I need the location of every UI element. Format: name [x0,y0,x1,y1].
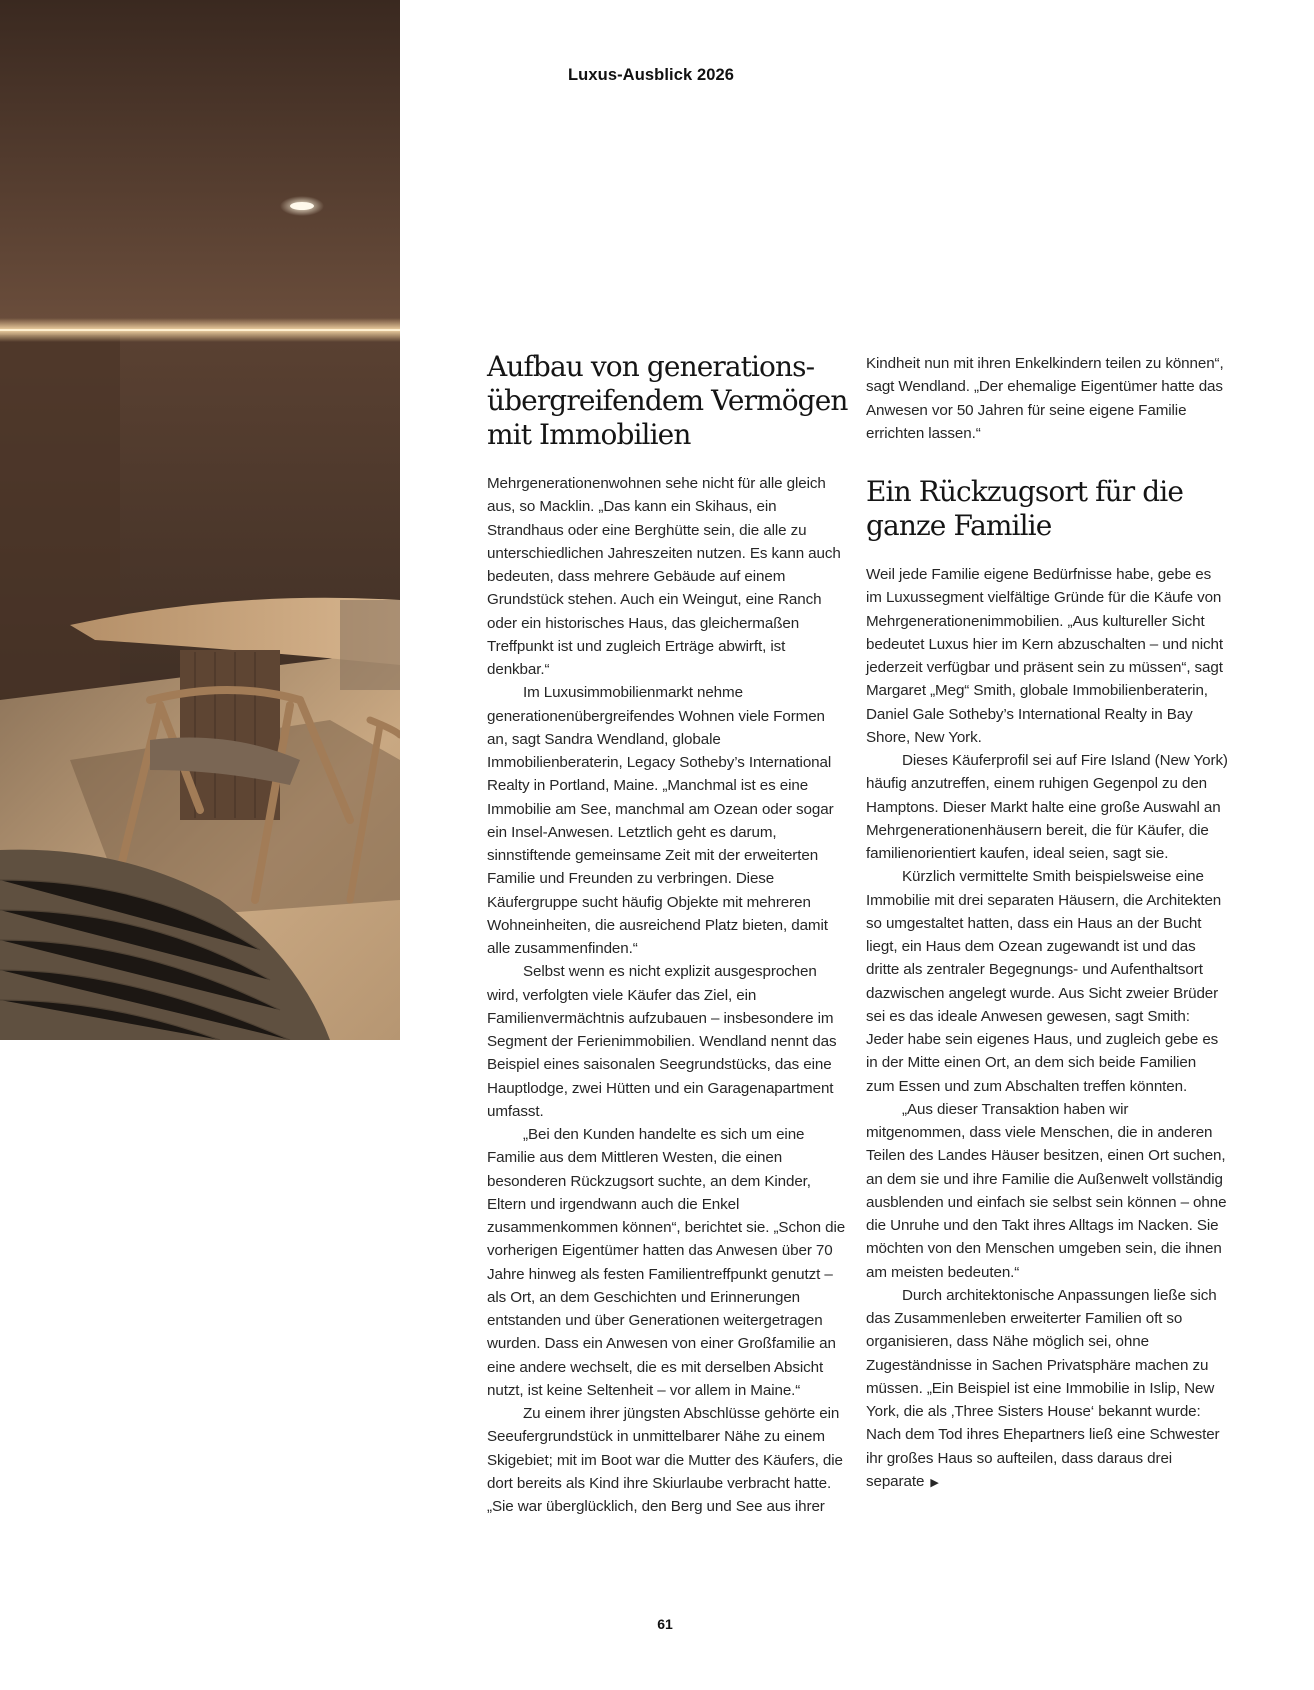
section-heading-1: Aufbau von generations-übergreifendem Vermögen mit Immobilien [487,350,848,451]
article-column-right [866,352,1228,1495]
interior-dining-room-photo [0,0,400,1040]
paragraph-text: Durch architektonische Anpassungen ließe sich das Zusammenleben erweiterter Familien oft so organisieren, dass Nähe möglich sei, ohne Zugeständnisse in Sachen Privatsphäre machen zu müssen. „Ein Beispiel ist eine Immobilie in Islip, New York, die als ‚Three Sisters House‘ bekannt wurde: Nach dem Tod ihres Ehepartners ließ eine Schwester ihr großes Haus so aufteilen, dass daraus drei separate [866,1286,1220,1490]
paragraph: Mehrgenerationenwohnen sehe nicht für alle gleich aus, so Macklin. „Das kann ein Skihaus, ein Strandhaus oder eine Berghütte sein, die alle zu unterschiedlichen Jahreszeiten nutzen. Es kann auch bedeuten, dass mehrere Gebäude auf einem Grundstück stehen. Auch ein Weingut, eine Ranch oder ein historisches Haus, das gleichermaßen Treffpunkt ist und zugleich Erträge abwirft, ist denkbar.“ [487,475,841,678]
paragraph: „Aus dieser Transaktion haben wir mitgenommen, dass viele Menschen, die in anderen Teilen des Landes Häuser besitzen, einen Ort suchen, an dem sie und ihre Familie die Außenwelt vollständig ausblenden und einfach sie selbst sein können – ohne die Unruhe und den Takt ihres Alltags im Nacken. Sie möchten von den Menschen umgeben sein, die ihnen am meisten bedeuten.“ [866,1100,1227,1281]
paragraph: Weil jede Familie eigene Bedürfnisse habe, gebe es im Luxussegment vielfältige Gründe für die Käufe von Mehrgenerationenimmobilien. „Aus kultureller Sicht bedeutet Luxus hier im Kern abzuschalten – und nicht jederzeit verfügbar und präsent sein zu müssen“, sagt Margaret „Meg“ Smith, globale Immobilienberaterin, Daniel Gale Sotheby’s International Realty in Bay Shore, New York. [866,566,1224,746]
paragraph: Im Luxusimmobilienmarkt nehme generationenübergreifendes Wohnen viele Formen an, sagt Sandra Wendland, globale Immobilienberaterin, Legacy Sotheby’s International Realty in Portland, Maine. „Manchmal ist es eine Immobilie am See, manchmal am Ozean oder sogar ein Insel-Anwesen. Letztlich geht es darum, sinnstiftende gemeinsame Zeit mit der erweiterten Familie und Freunden zu verbringen. Diese Käufergruppe sucht häufig Objekte mit mehreren Wohneinheiten, die ausreichend Platz bieten, damit alle zusammenfinden.“ [487,684,834,957]
page-number: 61 [657,1616,673,1632]
continue-arrow-icon: ▶ [930,1476,939,1489]
paragraph: Selbst wenn es nicht explizit ausgesprochen wird, verfolgten viele Käufer das Ziel, ein Familienvermächtnis aufzubauen – insbesondere im Segment der Ferienimmobilien. Wendland nennt das Beispiel eines saisonalen Seegrundstücks, das eine Hauptlodge, zwei Hütten und ein Garagenapartment umfasst. [487,963,837,1120]
paragraph: Zu einem ihrer jüngsten Abschlüsse gehörte ein Seeufergrundstück in unmittelbarer Nähe zu einem Skigebiet; mit im Boot war die Mutter des Käufers, die dort bereits als Kind ihre Skiurlaube verbracht hatte. „Sie war überglücklich, den Berg und See aus ihrer [487,1405,843,1515]
paragraph: Dieses Käuferprofil sei auf Fire Island (New York) häufig anzutreffen, einem ruhigen Gegenpol zu den Hamptons. Dieser Markt halte eine große Auswahl an Mehrgenerationenhäusern bereit, die für Käufer, die familienorientiert kaufen, ideal seien, sagt sie. [866,752,1228,862]
section-heading-2: Ein Rückzugsort für die ganze Familie [866,475,1183,542]
article-column-left [487,350,849,1518]
paragraph-continued: Kindheit nun mit ihren Enkelkindern teilen zu können“, sagt Wendland. „Der ehemalige Eigentümer hatte das Anwesen vor 50 Jahren für seine eigene Familie errichten lassen.“ [866,355,1224,442]
running-head: Luxus-Ausblick 2026 [568,66,735,84]
paragraph: Kürzlich vermittelte Smith beispielsweise eine Immobilie mit drei separaten Häusern, die Architekten so umgestaltet hatten, dass ein Haus an der Bucht liegt, ein Haus dem Ozean zugewandt ist und das dritte als zentraler Begegnungs- und Aufenthaltsort dazwischen angelegt wurde. Aus Sicht zweier Brüder sei es das ideale Anwesen gewesen, sagt Smith: Jeder habe sein eigenes Haus, und zugleich gebe es in der Mitte einen Ort, an dem sich beide Familien zum Essen und zum Abschalten treffen könnten. [866,868,1222,1095]
paragraph: „Bei den Kunden handelte es sich um eine Familie aus dem Mittleren Westen, die einen besonderen Rückzugsort suchte, an dem Kinder, Eltern und irgendwann auch die Enkel zusammenkommen können“, berichtet sie. „Schon die vorherigen Eigentümer hatten das Anwesen über 70 Jahre hinweg als festen Familientreffpunkt genutzt – als Ort, an dem Geschichten und Erinnerungen entstanden und über Generationen weitergetragen wurden. Dass ein Anwesen von einer Großfamilie an eine andere wechselt, die es mit derselben Absicht nutzt, ist keine Seltenheit – vor allem in Maine.“ [487,1126,846,1399]
paragraph-last [866,1284,1228,1495]
